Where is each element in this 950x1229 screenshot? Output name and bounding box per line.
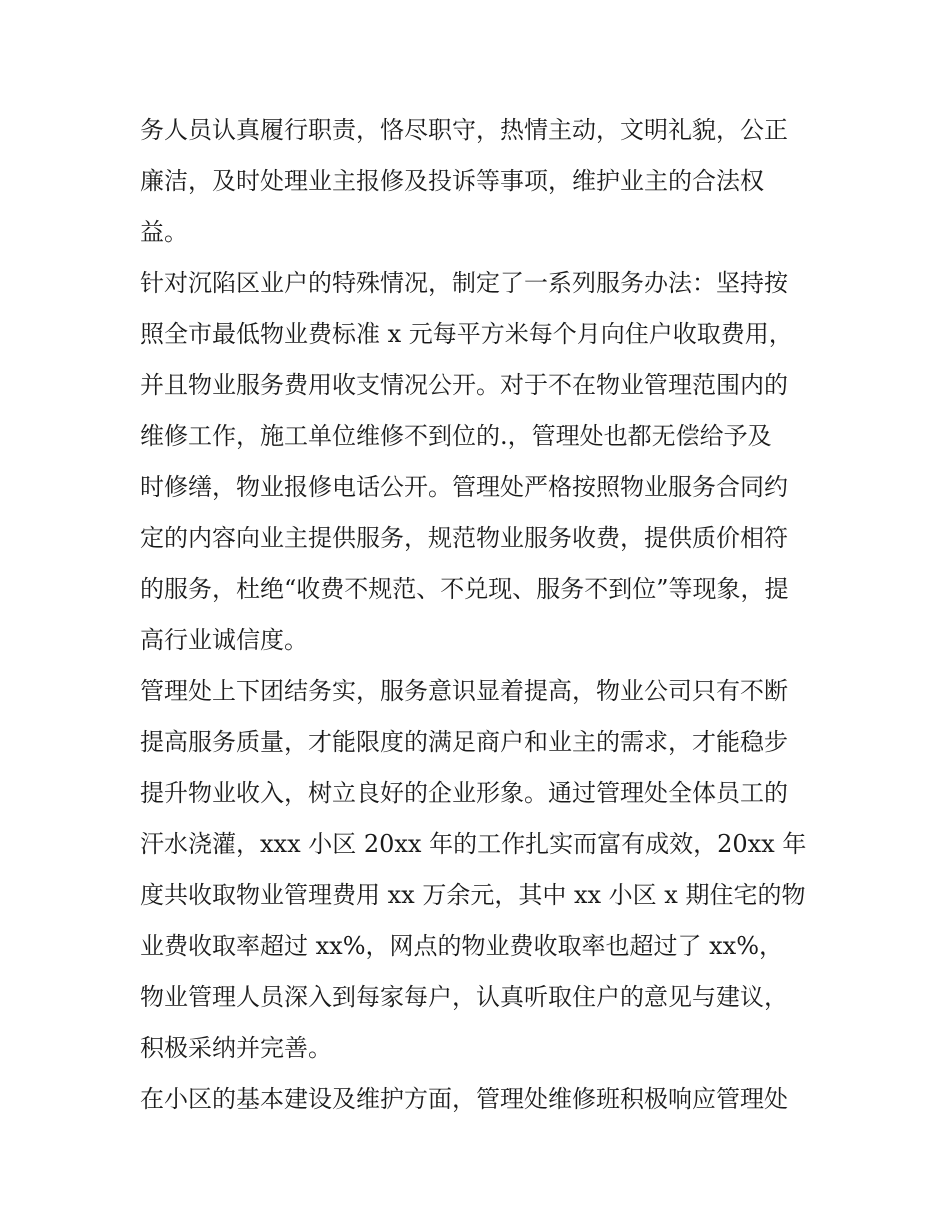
text-line: 在小区的基本建设及维护方面，管理处维修班积极响应管理处	[140, 1085, 788, 1113]
text-line: 务人员认真履行职责，恪尽职守，热情主动，文明礼貌，公正	[140, 116, 788, 144]
text-line: 益。	[140, 218, 188, 246]
text-line: 管理处上下团结务实，服务意识显着提高，物业公司只有不断	[140, 677, 788, 705]
text-line: 的服务，杜绝“收费不规范、不兑现、服务不到位”等现象，提	[140, 575, 789, 603]
text-line: 业费收取率超过 xx%，网点的物业费收取率也超过了 xx%，	[140, 932, 784, 960]
text-line: 积极采纳并完善。	[140, 1034, 332, 1062]
paragraph-3	[140, 666, 820, 1074]
text-line: 时修缮，物业报修电话公开。管理处严格按照物业服务合同约	[140, 473, 788, 501]
text-line: 并且物业服务费用收支情况公开。对于不在物业管理范围内的	[140, 371, 788, 399]
text-line: 提升物业收入，树立良好的企业形象。通过管理处全体员工的	[140, 779, 788, 807]
paragraph-4	[140, 1074, 820, 1125]
text-line: 照全市最低物业费标准 x 元每平方米每个月向住户收取费用，	[140, 320, 793, 348]
text-line: 提高服务质量，才能限度的满足商户和业主的需求，才能稳步	[140, 728, 788, 756]
text-line: 物业管理人员深入到每家每户，认真听取住户的意见与建议，	[140, 983, 788, 1011]
text-line: 度共收取物业管理费用 xx 万余元，其中 xx 小区 x 期住宅的物	[140, 881, 806, 909]
text-line: 廉洁，及时处理业主报修及投诉等事项，维护业主的合法权	[140, 167, 764, 195]
text-line: 定的内容向业主提供服务，规范物业服务收费，提供质价相符	[140, 524, 788, 552]
text-line: 维修工作，施工单位维修不到位的.，管理处也都无偿给予及	[140, 422, 772, 450]
paragraph-1	[140, 105, 820, 258]
text-line: 高行业诚信度。	[140, 626, 308, 654]
paragraph-2	[140, 258, 820, 666]
text-line: 汗水浇灌，xxx 小区 20xx 年的工作扎实而富有成效，20xx 年	[140, 830, 807, 858]
document-body	[140, 105, 820, 1125]
text-line: 针对沉陷区业户的特殊情况，制定了一系列服务办法：坚持按	[140, 269, 788, 297]
